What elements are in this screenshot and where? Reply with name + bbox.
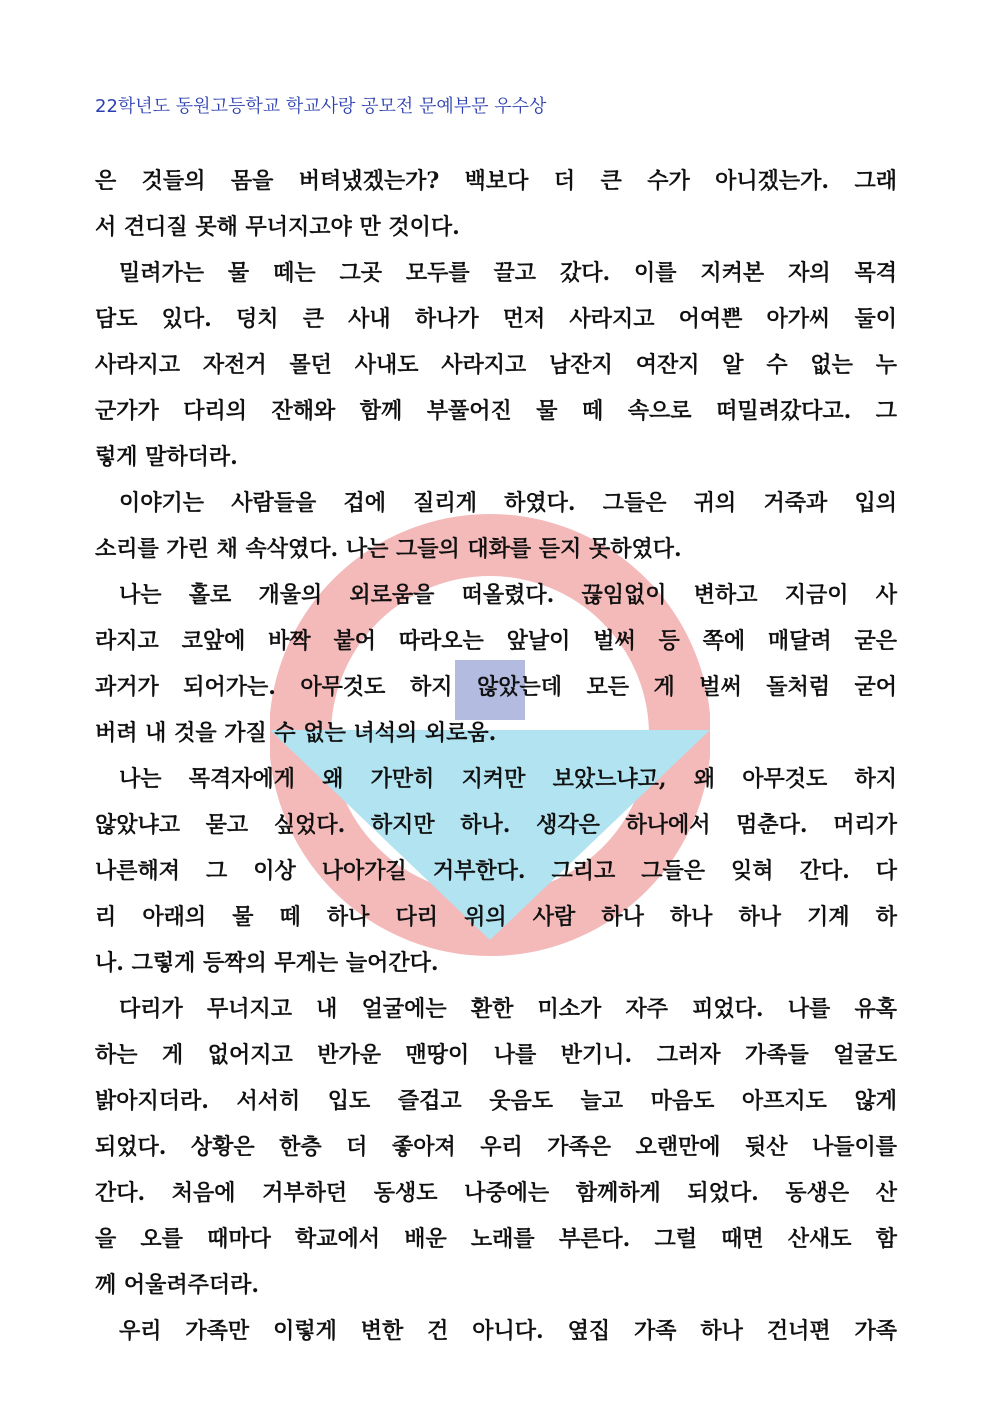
text-line: 라지고 코앞에 바짝 붙어 따라오는 앞날이 벌써 등 쪽에 매달려 굳은 — [95, 628, 897, 654]
essay-body — [95, 158, 897, 1354]
text-line: 밀려가는 물 떼는 그곳 모두를 끌고 갔다. 이를 지켜본 자의 목격 — [119, 260, 897, 286]
text-line: 리 아래의 물 떼 하나 다리 위의 사람 하나 하나 하나 기계 하 — [95, 904, 897, 930]
text-line: 과거가 되어가는. 아무것도 하지 않았는데 모든 게 벌써 돌처럼 굳어 — [95, 674, 897, 700]
text-line: 렇게 말하더라. — [95, 444, 238, 470]
text-line: 나는 홀로 개울의 외로움을 떠올렸다. 끊임없이 변하고 지금이 사 — [119, 582, 897, 608]
text-line: 않았냐고 묻고 싶었다. 하지만 하나. 생각은 하나에서 멈춘다. 머리가 — [95, 812, 897, 838]
text-line: 버려 내 것을 가질 수 없는 녀석의 외로움. — [95, 720, 497, 746]
text-line: 나른해져 그 이상 나아가길 거부한다. 그리고 그들은 잊혀 간다. 다 — [95, 858, 897, 884]
text-line: 은 것들의 몸을 버텨냈겠는가? 백보다 더 큰 수가 아니겠는가. 그래 — [95, 168, 897, 194]
text-line: 되었다. 상황은 한층 더 좋아져 우리 가족은 오랜만에 뒷산 나들이를 — [95, 1134, 897, 1160]
page-header: 22학년도 동원고등학교 학교사랑 공모전 문예부문 우수상 — [95, 96, 547, 117]
text-line: 사라지고 자전거 몰던 사내도 사라지고 남잔지 여잔지 알 수 없는 누 — [95, 352, 897, 378]
text-line: 우리 가족만 이렇게 변한 건 아니다. 옆집 가족 하나 건너편 가족 — [119, 1318, 897, 1344]
text-line: 밝아지더라. 서서히 입도 즐겁고 웃음도 늘고 마음도 아프지도 않게 — [95, 1088, 897, 1114]
text-line: 이야기는 사람들을 겁에 질리게 하였다. 그들은 귀의 거죽과 입의 — [119, 490, 897, 516]
text-line: 을 오를 때마다 학교에서 배운 노래를 부른다. 그럴 때면 산새도 함 — [95, 1226, 897, 1252]
text-line: 나는 목격자에게 왜 가만히 지켜만 보았느냐고, 왜 아무것도 하지 — [119, 766, 897, 792]
text-line: 다리가 무너지고 내 얼굴에는 환한 미소가 자주 피었다. 나를 유혹 — [119, 996, 897, 1022]
text-line: 간다. 처음에 거부하던 동생도 나중에는 함께하게 되었다. 동생은 산 — [95, 1180, 897, 1206]
text-line: 소리를 가린 채 속삭였다. 나는 그들의 대화를 듣지 못하였다. — [95, 536, 682, 562]
text-line: 서 견디질 못해 무너지고야 만 것이다. — [95, 214, 460, 240]
text-line: 하는 게 없어지고 반가운 맨땅이 나를 반기니. 그러자 가족들 얼굴도 — [95, 1042, 897, 1068]
text-line: 께 어울려주더라. — [95, 1272, 260, 1298]
text-line: 담도 있다. 덩치 큰 사내 하나가 먼저 사라지고 어여쁜 아가씨 둘이 — [95, 306, 897, 332]
text-line: 군가가 다리의 잔해와 함께 부풀어진 물 떼 속으로 떠밀려갔다고. 그 — [95, 398, 897, 424]
text-line: 나. 그렇게 등짝의 무게는 늘어간다. — [95, 950, 439, 976]
